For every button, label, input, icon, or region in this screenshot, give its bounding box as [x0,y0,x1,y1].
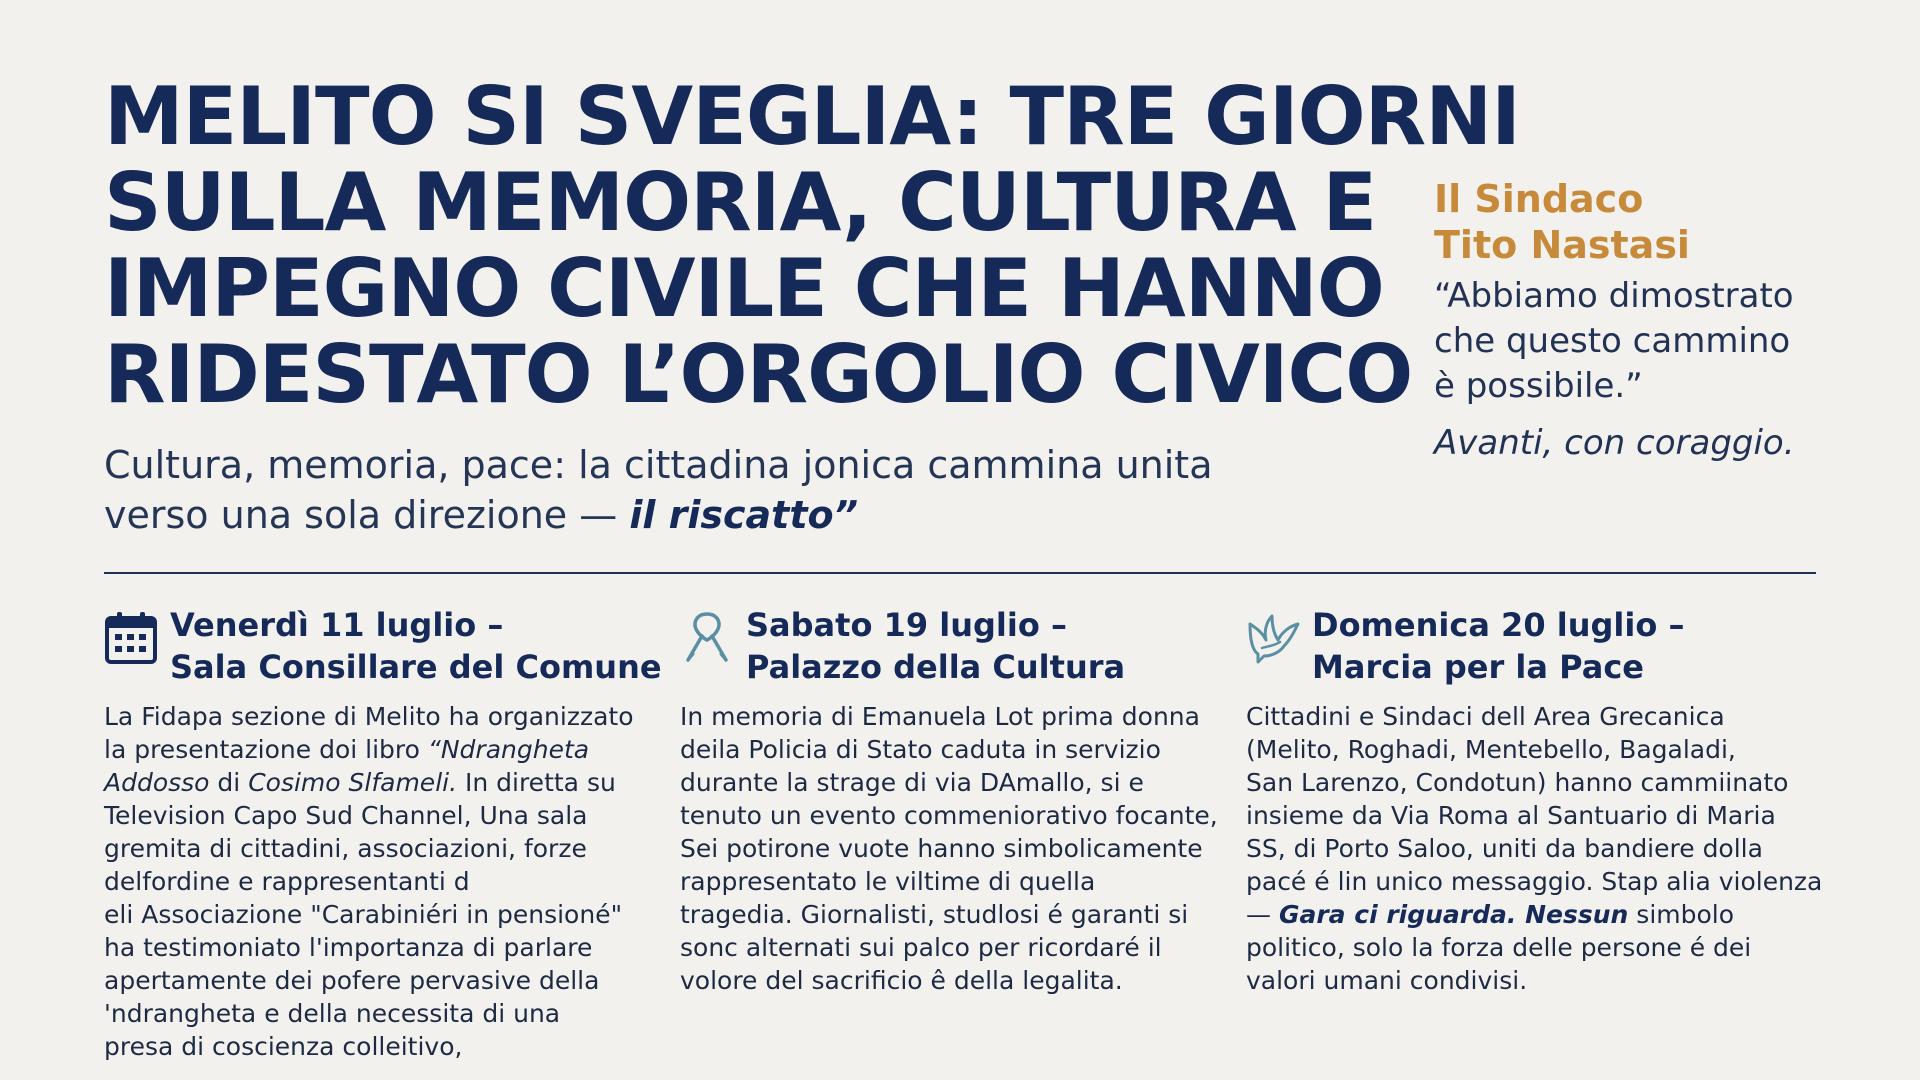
event-date: Sabato 19 luglio – [746,606,1067,644]
body-line: sonc alternati sui palco per ricordaré il [680,933,1162,962]
body-text: di [209,768,249,797]
subtitle-plain: verso una sola direzione — [104,493,630,537]
mayor-quote [1434,274,1874,409]
body-line: volore del sacrificio ê della legalita. [680,966,1123,995]
event-header [104,604,664,694]
event-friday [104,604,664,1063]
event-date: Venerdì 11 luglio – [170,606,504,644]
event-description [1246,700,1826,997]
body-text: simbolo [1628,900,1735,929]
body-text: In diretta su [457,768,616,797]
body-line [104,733,664,766]
body-line: deila Policia di Stato caduta in servizio [680,735,1161,764]
body-text: — [1246,900,1279,929]
section-divider [104,572,1816,574]
body-text: la presentazione doi libro [104,735,428,764]
body-line: apertamente dei pofere pervasive della [104,966,600,995]
body-line: Television Capo Sud Channel, Una sala [104,801,588,830]
ribbon-icon [680,610,734,666]
subtitle-line-2 [104,490,1364,540]
body-line [104,766,664,799]
mayor-role: Il Sindaco [1434,177,1644,221]
body-line: durante la strage di via DAmallo, si e [680,768,1144,797]
event-description [104,700,664,1063]
body-line: Cittadini e Sindaci dell Area Grecanica [1246,702,1725,731]
body-line: La Fidapa sezione di Melito ha organizzato [104,702,634,731]
headline-line: MELITO SI SVEGLIA: TRE GIORNI [104,70,1520,163]
body-line: Sei potirone vuote hanno simbolicamente [680,834,1203,863]
body-line [1246,898,1826,931]
slogan: Gara ci riguarda. Nessun [1278,900,1629,929]
subtitle-line-1: Cultura, memoria, pace: la cittadina jonica cammina unita [104,443,1213,487]
headline-line: SULLA MEMORIA, CULTURA E [104,156,1377,249]
subtitle-emphasis: il riscatto” [629,493,859,537]
body-line: (Melito, Roghadi, Mentebello, Bagaladi, [1246,735,1736,764]
body-line: 'ndrangheta e della necessita di una [104,999,561,1028]
body-line: SS, di Porto Saloo, uniti da bandiere dolla [1246,834,1763,863]
body-line: politico, solo la forza delle persone é dei [1246,933,1752,962]
event-title [170,604,664,688]
event-description [680,700,1240,997]
mayor-name: Tito Nastasi [1434,223,1690,267]
book-title: “Ndrangheta [427,735,590,764]
event-venue: Palazzo della Cultura [746,648,1126,686]
body-line: insieme da Via Roma al Santuario di Maria [1246,801,1776,830]
body-line: valori umani condivisi. [1246,966,1528,995]
headline-line: RIDESTATO L’ORGOLIO CIVICO [104,328,1413,421]
mayor-title [1434,176,1874,268]
event-venue: Marcia per la Pace [1312,648,1644,686]
body-line: rappresentato le viltime di quella [680,867,1096,896]
body-line: delfordine e rappresentanti d [104,867,470,896]
event-sunday [1246,604,1826,997]
event-date: Domenica 20 luglio – [1312,606,1685,644]
event-title [746,604,1240,688]
headline-line: IMPEGNO CIVILE CHE HANNO [104,242,1384,335]
event-saturday [680,604,1240,997]
author-name: Cosimo Slfameli. [248,768,458,797]
event-header [1246,604,1826,694]
book-title: Addosso [104,768,210,797]
body-line: tragedia. Giornalisti, studlosi é garanti si [680,900,1189,929]
mayor-quote-box [1434,176,1874,466]
body-line: In memoria di Emanuela Lot prima donna [680,702,1200,731]
headline [104,70,1520,421]
body-line: ha testimoniato l'importanza di parlare [104,933,593,962]
body-line: presa di coscienza colleitivo, [104,1032,463,1061]
quote-closing: Avanti, con coraggio. [1434,423,1795,463]
dove-icon [1246,610,1300,666]
body-line: San Larenzo, Condotun) hanno cammiinato [1246,768,1789,797]
quote-line: che questo cammino [1434,321,1791,361]
event-venue: Sala Consillare del Comune [170,648,662,686]
body-line: pacé é lin unico messaggio. Stap alia violenza [1246,867,1823,896]
body-line: tenuto un evento commeniorativo focante, [680,801,1218,830]
event-header [680,604,1240,694]
body-line: eli Associazione "Carabiniéri in pensioné" [104,900,623,929]
event-title [1312,604,1826,688]
quote-line: “Abbiamo dimostrato [1434,276,1794,316]
calendar-icon [104,610,158,666]
subtitle [104,440,1364,540]
quote-line: è possibile.” [1434,366,1643,406]
body-line: gremita di cittadini, associazioni, forze [104,834,587,863]
